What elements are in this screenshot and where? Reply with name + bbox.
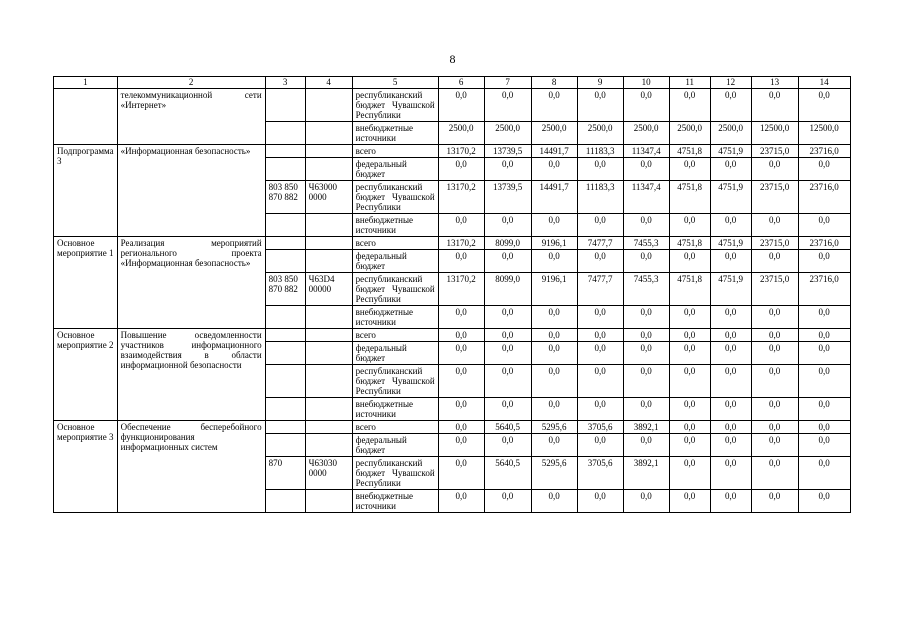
amount-cell: 0,0	[577, 214, 623, 237]
grbs-code	[265, 342, 305, 365]
amount-cell: 0,0	[669, 158, 710, 181]
amount-cell: 0,0	[577, 342, 623, 365]
column-header-2: 2	[117, 77, 265, 89]
funding-source: федеральный бюджет	[352, 250, 438, 273]
amount-cell: 23716,0	[798, 145, 850, 158]
target-article-code	[305, 237, 352, 250]
target-article-code: Ч63D4 00000	[305, 273, 352, 306]
amount-cell: 0,0	[669, 490, 710, 513]
column-header-11: 11	[669, 77, 710, 89]
amount-cell: 2500,0	[577, 122, 623, 145]
amount-cell: 0,0	[798, 398, 850, 421]
column-header-1: 1	[54, 77, 118, 89]
program-description: Обеспечение бесперебойного функционирования информационных систем	[117, 421, 265, 513]
amount-cell: 13170,2	[438, 181, 484, 214]
amount-cell: 13170,2	[438, 145, 484, 158]
amount-cell: 2500,0	[438, 122, 484, 145]
amount-cell: 0,0	[438, 457, 484, 490]
funding-source: всего	[352, 421, 438, 434]
grbs-code	[265, 158, 305, 181]
amount-cell: 0,0	[484, 398, 531, 421]
target-article-code	[305, 434, 352, 457]
amount-cell: 5295,6	[531, 421, 577, 434]
funding-source: всего	[352, 145, 438, 158]
amount-cell: 0,0	[531, 434, 577, 457]
amount-cell: 0,0	[484, 329, 531, 342]
amount-cell: 23715,0	[751, 181, 798, 214]
amount-cell: 0,0	[577, 434, 623, 457]
amount-cell: 0,0	[669, 329, 710, 342]
amount-cell: 0,0	[798, 89, 850, 122]
amount-cell: 0,0	[751, 342, 798, 365]
header-row	[54, 77, 851, 89]
amount-cell: 2500,0	[669, 122, 710, 145]
amount-cell: 5295,6	[531, 457, 577, 490]
target-article-code	[305, 342, 352, 365]
amount-cell: 0,0	[531, 158, 577, 181]
amount-cell: 0,0	[484, 434, 531, 457]
amount-cell: 2500,0	[531, 122, 577, 145]
amount-cell: 2500,0	[623, 122, 669, 145]
amount-cell: 7455,3	[623, 273, 669, 306]
column-header-3: 3	[265, 77, 305, 89]
amount-cell: 0,0	[710, 250, 751, 273]
target-article-code	[305, 421, 352, 434]
amount-cell: 4751,9	[710, 273, 751, 306]
program-description: «Информационная безопасность»	[117, 145, 265, 237]
program-description: Повышение осведомленности участников информационного взаимодействия в области информационной безопасности	[117, 329, 265, 421]
grbs-code	[265, 434, 305, 457]
table-row	[54, 237, 851, 250]
amount-cell: 0,0	[710, 365, 751, 398]
amount-cell: 14491,7	[531, 181, 577, 214]
amount-cell: 8099,0	[484, 237, 531, 250]
amount-cell: 0,0	[577, 490, 623, 513]
amount-cell: 0,0	[484, 342, 531, 365]
amount-cell: 4751,8	[669, 273, 710, 306]
amount-cell: 11347,4	[623, 145, 669, 158]
grbs-code	[265, 145, 305, 158]
table-row	[54, 421, 851, 434]
funding-source: внебюджетные источники	[352, 490, 438, 513]
amount-cell: 0,0	[751, 158, 798, 181]
amount-cell: 14491,7	[531, 145, 577, 158]
amount-cell: 0,0	[438, 398, 484, 421]
amount-cell: 9196,1	[531, 273, 577, 306]
amount-cell: 0,0	[623, 306, 669, 329]
amount-cell: 0,0	[798, 490, 850, 513]
amount-cell: 0,0	[577, 250, 623, 273]
amount-cell: 0,0	[798, 158, 850, 181]
amount-cell: 0,0	[438, 434, 484, 457]
amount-cell: 0,0	[438, 365, 484, 398]
amount-cell: 0,0	[531, 398, 577, 421]
column-header-10: 10	[623, 77, 669, 89]
amount-cell: 0,0	[484, 490, 531, 513]
amount-cell: 3892,1	[623, 421, 669, 434]
amount-cell: 0,0	[623, 490, 669, 513]
program-description: Реализация мероприятий регионального проекта «Информационная безопасность»	[117, 237, 265, 329]
amount-cell: 0,0	[623, 158, 669, 181]
target-article-code	[305, 306, 352, 329]
amount-cell: 0,0	[669, 434, 710, 457]
amount-cell: 3705,6	[577, 421, 623, 434]
amount-cell: 0,0	[751, 214, 798, 237]
amount-cell: 0,0	[710, 158, 751, 181]
target-article-code	[305, 158, 352, 181]
funding-source: республиканский бюджет Чувашской Республики	[352, 365, 438, 398]
program-title	[54, 89, 118, 145]
amount-cell: 0,0	[484, 214, 531, 237]
amount-cell: 4751,9	[710, 237, 751, 250]
amount-cell: 13170,2	[438, 237, 484, 250]
amount-cell: 23715,0	[751, 145, 798, 158]
grbs-code: 803 850 870 882	[265, 181, 305, 214]
amount-cell: 0,0	[710, 89, 751, 122]
amount-cell: 0,0	[484, 306, 531, 329]
amount-cell: 0,0	[438, 342, 484, 365]
funding-source: внебюджетные источники	[352, 306, 438, 329]
amount-cell: 0,0	[798, 421, 850, 434]
amount-cell: 0,0	[669, 89, 710, 122]
amount-cell: 5640,5	[484, 421, 531, 434]
target-article-code: Ч63030 0000	[305, 457, 352, 490]
target-article-code	[305, 89, 352, 122]
amount-cell: 23715,0	[751, 273, 798, 306]
grbs-code	[265, 122, 305, 145]
program-description: телекоммуникационной сети «Интернет»	[117, 89, 265, 145]
amount-cell: 0,0	[577, 398, 623, 421]
grbs-code	[265, 398, 305, 421]
amount-cell: 0,0	[623, 434, 669, 457]
amount-cell: 0,0	[623, 329, 669, 342]
amount-cell: 0,0	[484, 89, 531, 122]
amount-cell: 0,0	[623, 365, 669, 398]
program-title: Основное мероприятие 3	[54, 421, 118, 513]
amount-cell: 7477,7	[577, 273, 623, 306]
amount-cell: 0,0	[710, 457, 751, 490]
amount-cell: 0,0	[531, 365, 577, 398]
amount-cell: 2500,0	[710, 122, 751, 145]
amount-cell: 0,0	[751, 434, 798, 457]
amount-cell: 0,0	[751, 421, 798, 434]
target-article-code	[305, 365, 352, 398]
grbs-code	[265, 214, 305, 237]
amount-cell: 23716,0	[798, 273, 850, 306]
grbs-code	[265, 329, 305, 342]
amount-cell: 11183,3	[577, 181, 623, 214]
amount-cell: 9196,1	[531, 237, 577, 250]
column-header-12: 12	[710, 77, 751, 89]
amount-cell: 4751,9	[710, 181, 751, 214]
amount-cell: 0,0	[623, 398, 669, 421]
amount-cell: 0,0	[623, 342, 669, 365]
amount-cell: 23716,0	[798, 181, 850, 214]
amount-cell: 0,0	[531, 214, 577, 237]
funding-source: республиканский бюджет Чувашской Республики	[352, 457, 438, 490]
table-row	[54, 329, 851, 342]
column-header-14: 14	[798, 77, 850, 89]
amount-cell: 5640,5	[484, 457, 531, 490]
amount-cell: 0,0	[438, 490, 484, 513]
amount-cell: 0,0	[710, 398, 751, 421]
amount-cell: 0,0	[798, 306, 850, 329]
amount-cell: 0,0	[438, 306, 484, 329]
amount-cell: 0,0	[798, 214, 850, 237]
amount-cell: 0,0	[484, 250, 531, 273]
amount-cell: 4751,8	[669, 181, 710, 214]
column-header-4: 4	[305, 77, 352, 89]
funding-source: всего	[352, 329, 438, 342]
amount-cell: 0,0	[669, 421, 710, 434]
grbs-code	[265, 421, 305, 434]
target-article-code	[305, 122, 352, 145]
target-article-code	[305, 250, 352, 273]
amount-cell: 0,0	[710, 306, 751, 329]
amount-cell: 0,0	[710, 342, 751, 365]
amount-cell: 0,0	[531, 342, 577, 365]
funding-source: федеральный бюджет	[352, 434, 438, 457]
amount-cell: 0,0	[623, 250, 669, 273]
funding-source: внебюджетные источники	[352, 214, 438, 237]
amount-cell: 12500,0	[751, 122, 798, 145]
amount-cell: 0,0	[669, 250, 710, 273]
table-header	[54, 77, 851, 89]
amount-cell: 0,0	[751, 398, 798, 421]
funding-source: внебюджетные источники	[352, 398, 438, 421]
target-article-code	[305, 214, 352, 237]
amount-cell: 0,0	[531, 250, 577, 273]
amount-cell: 3705,6	[577, 457, 623, 490]
amount-cell: 0,0	[798, 329, 850, 342]
amount-cell: 7455,3	[623, 237, 669, 250]
grbs-code	[265, 250, 305, 273]
amount-cell: 0,0	[531, 329, 577, 342]
target-article-code: Ч63000 0000	[305, 181, 352, 214]
column-header-7: 7	[484, 77, 531, 89]
amount-cell: 0,0	[669, 306, 710, 329]
target-article-code	[305, 329, 352, 342]
amount-cell: 0,0	[751, 250, 798, 273]
funding-source: республиканский бюджет Чувашской Республики	[352, 89, 438, 122]
column-header-9: 9	[577, 77, 623, 89]
amount-cell: 0,0	[798, 434, 850, 457]
column-header-8: 8	[531, 77, 577, 89]
table-row	[54, 145, 851, 158]
amount-cell: 13739,5	[484, 145, 531, 158]
amount-cell: 3892,1	[623, 457, 669, 490]
amount-cell: 4751,9	[710, 145, 751, 158]
grbs-code	[265, 365, 305, 398]
amount-cell: 0,0	[751, 306, 798, 329]
amount-cell: 0,0	[484, 365, 531, 398]
table-row	[54, 89, 851, 122]
amount-cell: 0,0	[710, 421, 751, 434]
amount-cell: 0,0	[623, 89, 669, 122]
amount-cell: 0,0	[577, 158, 623, 181]
program-title: Основное мероприятие 2	[54, 329, 118, 421]
amount-cell: 0,0	[577, 306, 623, 329]
amount-cell: 0,0	[577, 89, 623, 122]
amount-cell: 0,0	[623, 214, 669, 237]
amount-cell: 0,0	[798, 457, 850, 490]
grbs-code	[265, 89, 305, 122]
amount-cell: 8099,0	[484, 273, 531, 306]
page-number: 8	[449, 52, 456, 66]
amount-cell: 23715,0	[751, 237, 798, 250]
amount-cell: 23716,0	[798, 237, 850, 250]
amount-cell: 0,0	[669, 342, 710, 365]
amount-cell: 0,0	[710, 434, 751, 457]
table-body	[54, 89, 851, 513]
grbs-code: 870	[265, 457, 305, 490]
amount-cell: 0,0	[438, 329, 484, 342]
amount-cell: 4751,8	[669, 145, 710, 158]
target-article-code	[305, 490, 352, 513]
amount-cell: 0,0	[577, 365, 623, 398]
amount-cell: 0,0	[669, 365, 710, 398]
column-header-13: 13	[751, 77, 798, 89]
amount-cell: 0,0	[669, 214, 710, 237]
column-header-6: 6	[438, 77, 484, 89]
grbs-code	[265, 306, 305, 329]
amount-cell: 0,0	[669, 398, 710, 421]
amount-cell: 0,0	[438, 158, 484, 181]
amount-cell: 11347,4	[623, 181, 669, 214]
amount-cell: 0,0	[438, 421, 484, 434]
amount-cell: 0,0	[438, 250, 484, 273]
amount-cell: 0,0	[751, 457, 798, 490]
amount-cell: 13739,5	[484, 181, 531, 214]
budget-table	[53, 76, 851, 513]
target-article-code	[305, 398, 352, 421]
amount-cell: 0,0	[669, 457, 710, 490]
funding-source: федеральный бюджет	[352, 342, 438, 365]
amount-cell: 0,0	[531, 490, 577, 513]
amount-cell: 13170,2	[438, 273, 484, 306]
funding-source: федеральный бюджет	[352, 158, 438, 181]
funding-source: всего	[352, 237, 438, 250]
amount-cell: 0,0	[751, 490, 798, 513]
funding-source: внебюджетные источники	[352, 122, 438, 145]
amount-cell: 0,0	[438, 89, 484, 122]
column-header-5: 5	[352, 77, 438, 89]
amount-cell: 0,0	[531, 306, 577, 329]
funding-source: республиканский бюджет Чувашской Республики	[352, 181, 438, 214]
grbs-code	[265, 237, 305, 250]
amount-cell: 0,0	[577, 329, 623, 342]
grbs-code: 803 850 870 882	[265, 273, 305, 306]
amount-cell: 0,0	[798, 365, 850, 398]
program-title: Подпрограмма 3	[54, 145, 118, 237]
amount-cell: 0,0	[751, 89, 798, 122]
amount-cell: 0,0	[798, 342, 850, 365]
grbs-code	[265, 490, 305, 513]
amount-cell: 7477,7	[577, 237, 623, 250]
program-title: Основное мероприятие 1	[54, 237, 118, 329]
amount-cell: 0,0	[710, 214, 751, 237]
amount-cell: 0,0	[710, 490, 751, 513]
amount-cell: 0,0	[751, 329, 798, 342]
funding-source: республиканский бюджет Чувашской Республики	[352, 273, 438, 306]
amount-cell: 0,0	[751, 365, 798, 398]
amount-cell: 12500,0	[798, 122, 850, 145]
amount-cell: 0,0	[798, 250, 850, 273]
amount-cell: 11183,3	[577, 145, 623, 158]
amount-cell: 0,0	[484, 158, 531, 181]
amount-cell: 4751,8	[669, 237, 710, 250]
amount-cell: 2500,0	[484, 122, 531, 145]
amount-cell: 0,0	[531, 89, 577, 122]
amount-cell: 0,0	[438, 214, 484, 237]
amount-cell: 0,0	[710, 329, 751, 342]
target-article-code	[305, 145, 352, 158]
